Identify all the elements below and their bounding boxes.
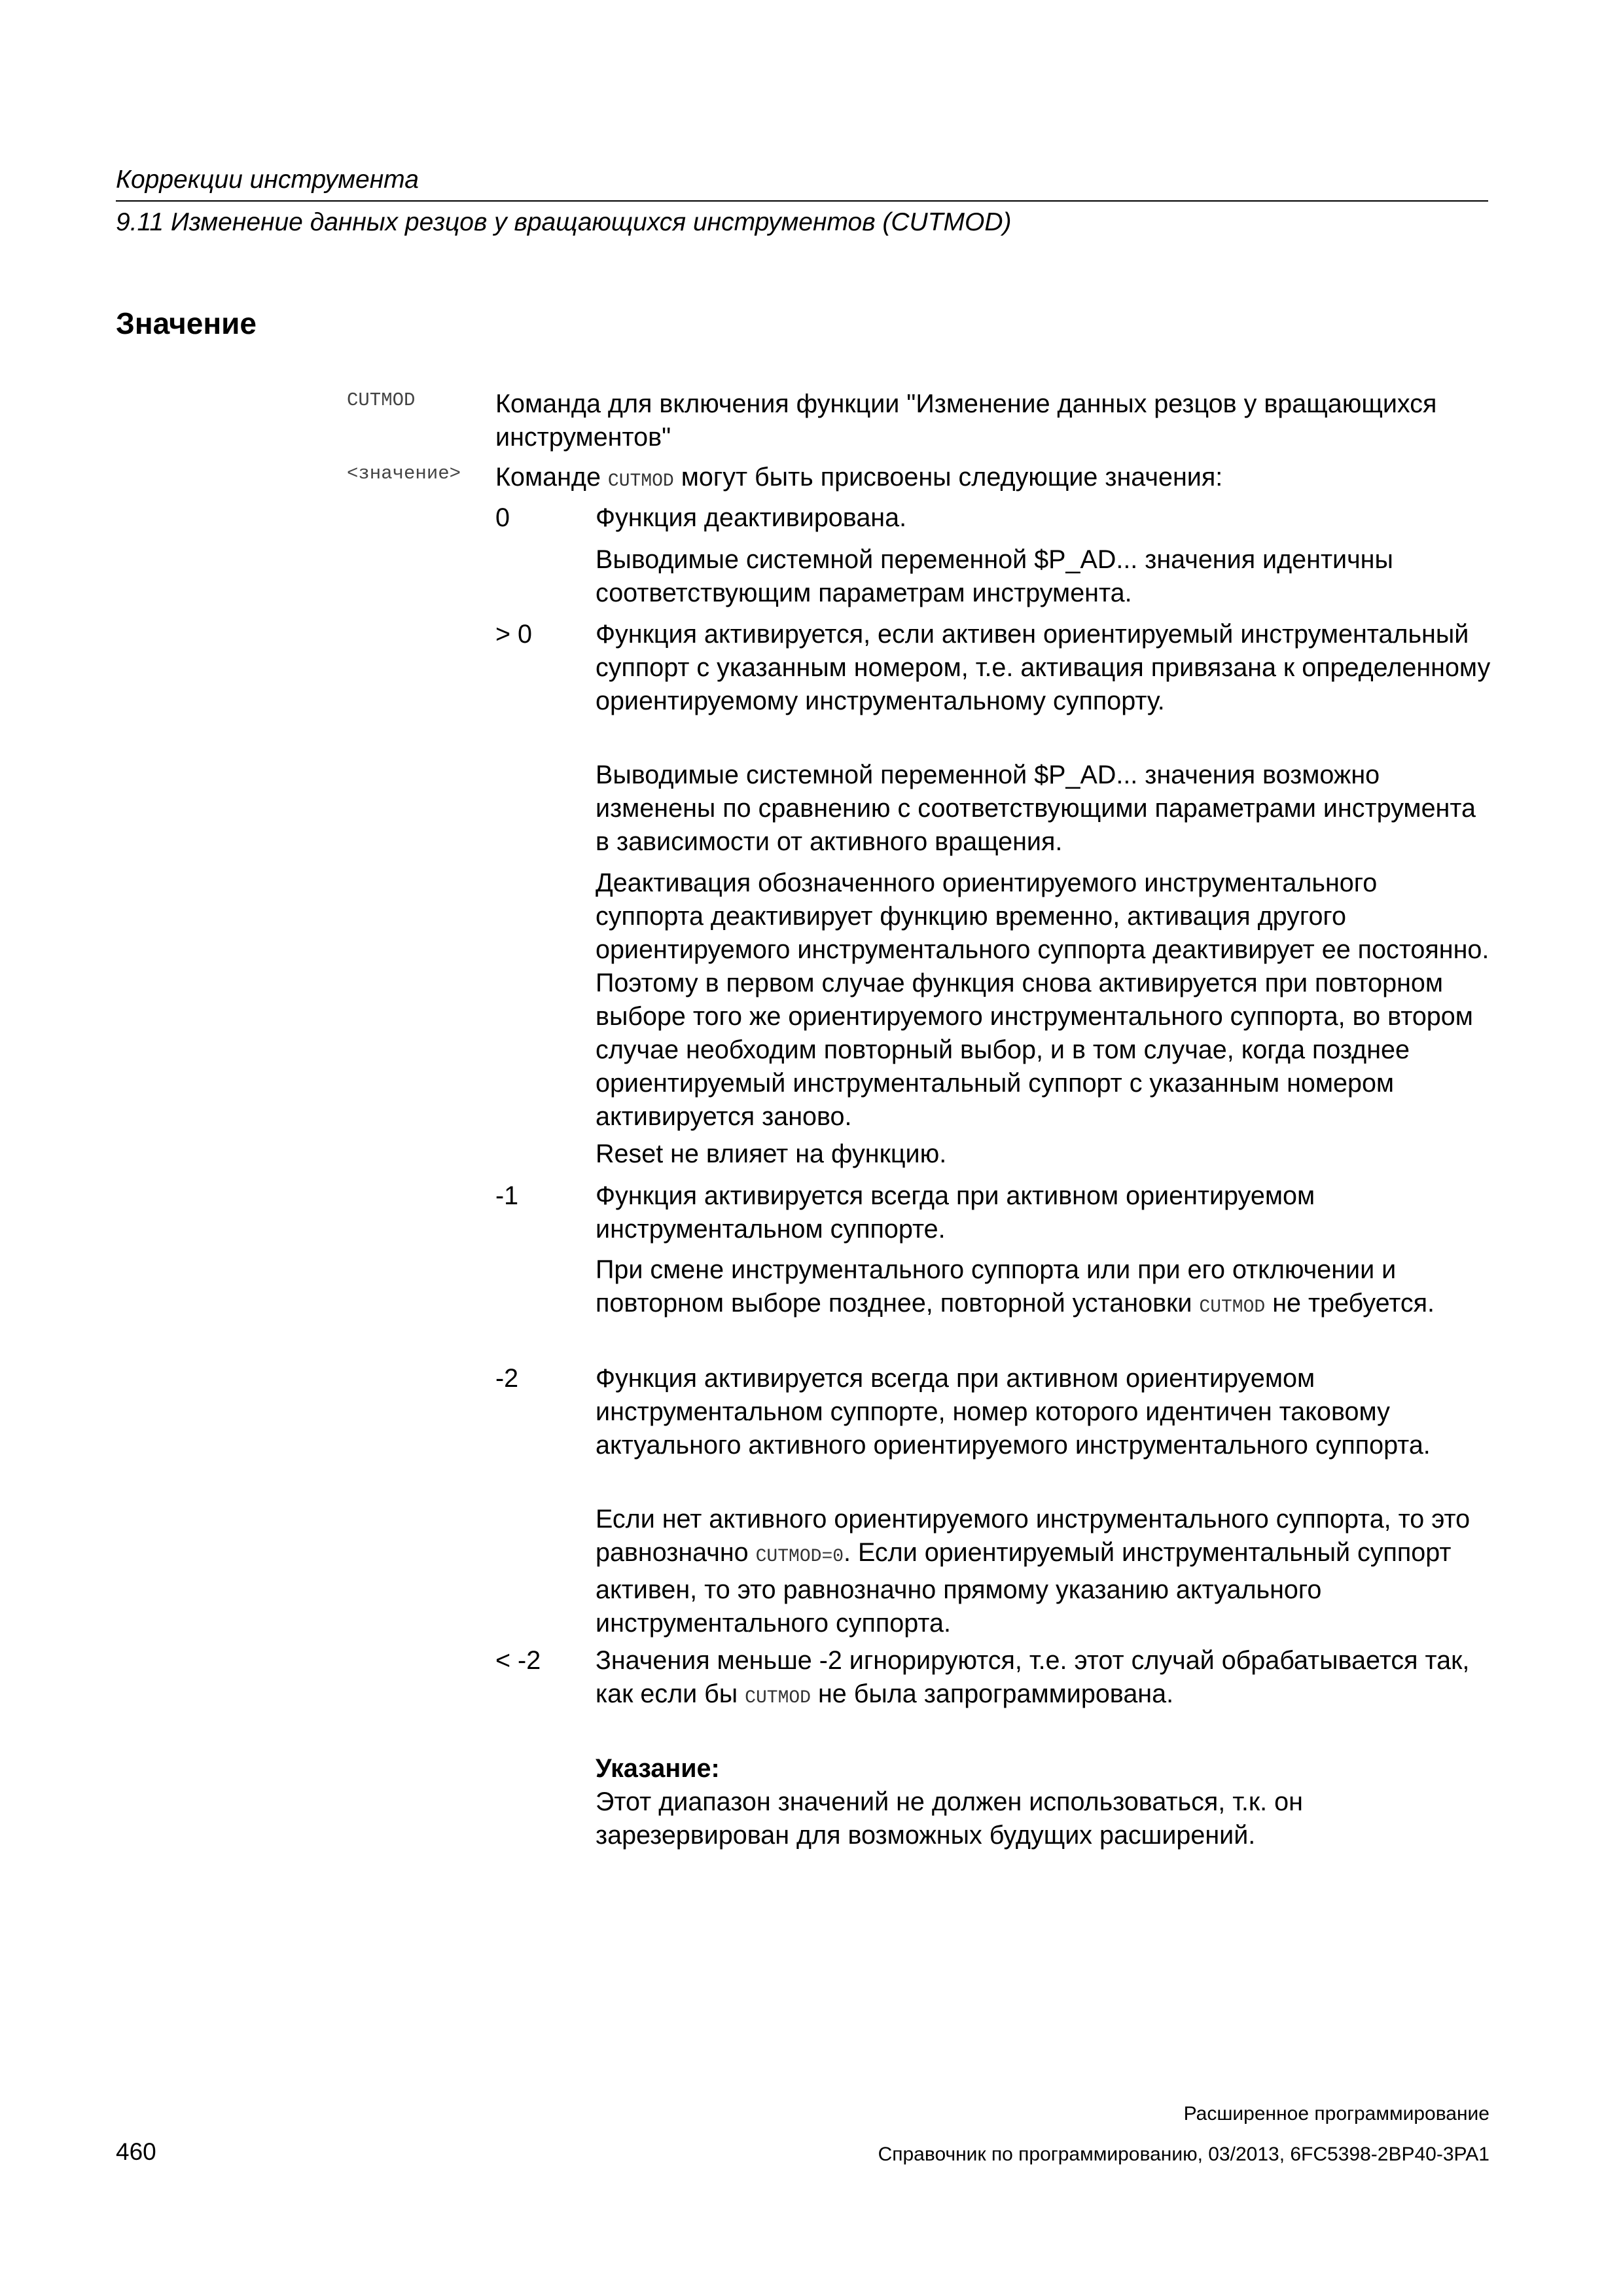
- header-divider: [116, 200, 1488, 202]
- value-lt-minus2-p1: Значения меньше -2 игнорируются, т.е. этот случай обрабатывается так, как если бы CUTMOD не была запрограммирована.: [596, 1646, 1470, 1708]
- section-title: Значение: [116, 306, 257, 340]
- param-name-value: <значение>: [347, 463, 461, 484]
- value-label-lt-minus2: < -2: [495, 1646, 541, 1675]
- param-desc-cutmod: Команда для включения функции "Изменение данных резцов у вращающихся инструментов": [495, 389, 1437, 452]
- page-number: 460: [116, 2138, 156, 2165]
- running-header-section: 9.11 Изменение данных резцов у вращающихся инструментов (CUTMOD): [116, 208, 1012, 236]
- inline-code: CUTMOD: [1199, 1297, 1266, 1318]
- note-title: Указание:: [596, 1754, 720, 1783]
- value-gt0-p1: Функция активируется, если активен ориентируемый инструментальный суппорт с указанным номером, т.е. активация привязана к определенному ориентируемому инструментальному суппорту.: [596, 620, 1491, 715]
- value-minus1-p2: При смене инструментального суппорта или при его отключении и повторном выборе позднее, повторной установки CUTMOD не требуется.: [596, 1255, 1435, 1318]
- footer-title: Расширенное программирование: [1183, 2103, 1489, 2125]
- running-header-chapter: Коррекции инструмента: [116, 166, 419, 194]
- inline-code: CUTMOD: [607, 471, 674, 492]
- value-label-minus1: -1: [495, 1181, 519, 1210]
- value-label-gt0: > 0: [495, 620, 533, 649]
- value-gt0-p3: Деактивация обозначенного ориентируемого инструментального суппорта деактивирует функцию временно, активация другого ориентируемого инструментального суппорта деактивирует ее постоянно. Поэтому в первом случае функция снова активируется при повторном выборе того же ориентируемого инструментального суппорта, во втором случае необходим повторный выбор, и в том случае, когда позднее ориентируемый инструментальный суппорт с указанным номером активируется заново.: [596, 869, 1489, 1131]
- inline-code: CUTMOD: [745, 1688, 811, 1708]
- value-minus2-p1: Функция активируется всегда при активном ориентируемом инструментальном суппорте, номер которого идентичен таковому актуального активного ориентируемого инструментального суппорта.: [596, 1364, 1431, 1460]
- inline-code: CUTMOD=0: [755, 1547, 844, 1567]
- param-desc-value: Команде CUTMOD могут быть присвоены следующие значения:: [495, 463, 1223, 492]
- value-gt0-p2: Выводимые системной переменной $P_AD... значения возможно изменены по сравнению с соответствующими параметрами инструмента в зависимости от активного вращения.: [596, 761, 1476, 856]
- value-0-p2: Выводимые системной переменной $P_AD... значения идентичны соответствующим параметрам инструмента.: [596, 545, 1393, 607]
- note-text: Этот диапазон значений не должен использоваться, т.к. он зарезервирован для возможных будущих расширений.: [596, 1787, 1303, 1850]
- value-gt0-p4: Reset не влияет на функцию.: [596, 1139, 947, 1168]
- param-name-cutmod: CUTMOD: [347, 389, 416, 411]
- value-minus2-p2: Если нет активного ориентируемого инструментального суппорта, то это равнозначно CUTMOD=0. Если ориентируемый инструментальный суппорт активен, то это равнозначно прямому указанию актуального инструментального суппорта.: [596, 1505, 1471, 1638]
- value-label-minus2: -2: [495, 1364, 519, 1393]
- footer-subtitle: Справочник по программированию, 03/2013, 6FC5398-2BP40-3PA1: [878, 2144, 1489, 2165]
- value-0-p1: Функция деактивирована.: [596, 503, 907, 532]
- value-label-0: 0: [495, 503, 510, 532]
- value-minus1-p1: Функция активируется всегда при активном ориентируемом инструментальном суппорте.: [596, 1181, 1315, 1244]
